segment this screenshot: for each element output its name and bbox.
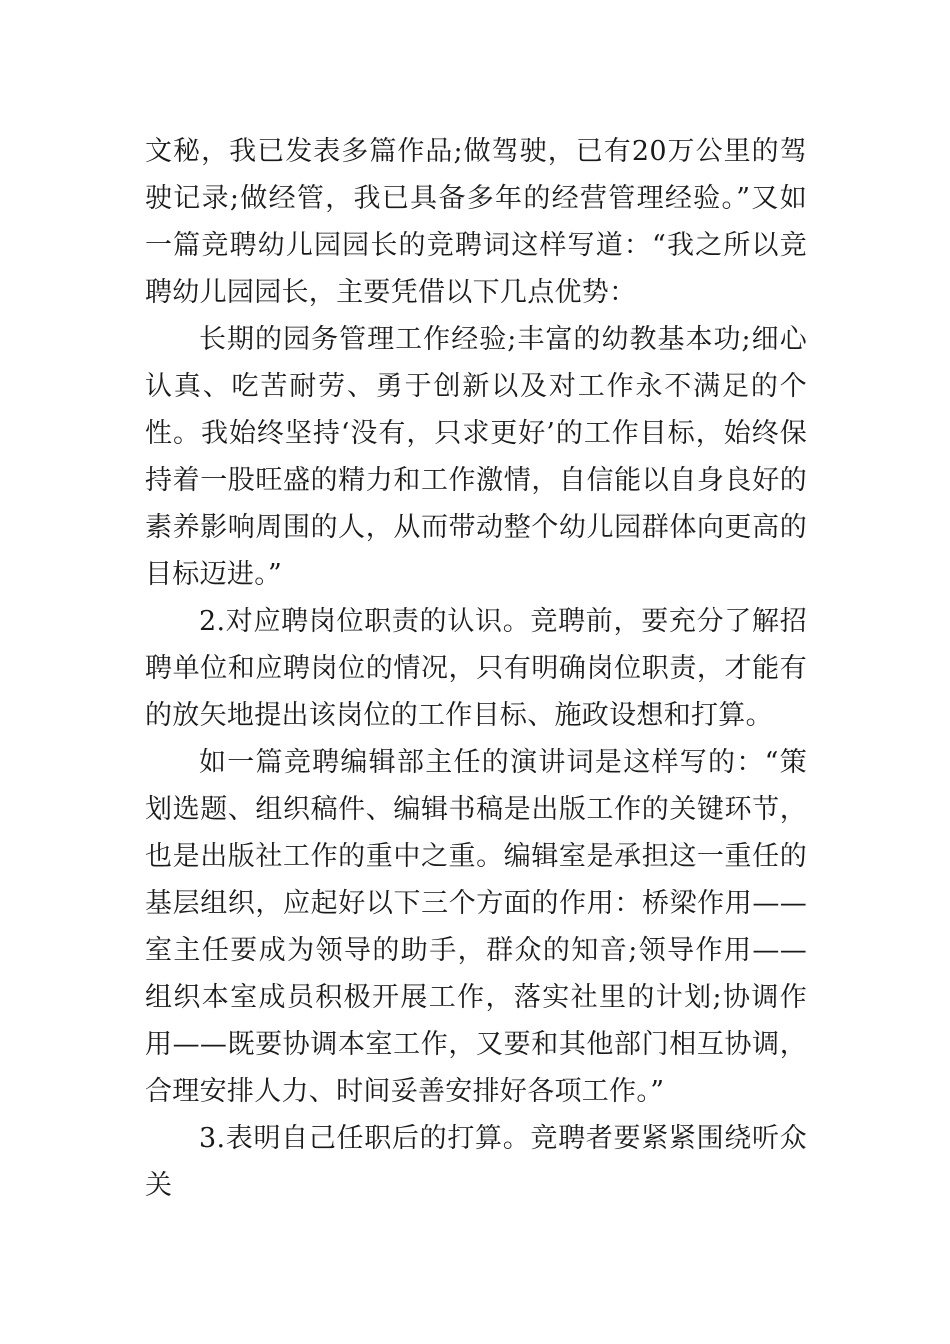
paragraph-advantages: 长期的园务管理工作经验;丰富的幼教基本功;细心认真、吃苦耐劳、勇于创新以及对工作永不满足的个性。我始终坚持‘没有，只求更好’的工作目标，始终保持着一股旺盛的精力和工作激情，自信能以自身良好的素养影响周围的人，从而带动整个幼儿园群体向更高的目标迈进。” [145, 324, 807, 590]
paragraph-point-3: 3.表明自己任职后的打算。竞聘者要紧紧围绕听众关 [145, 1123, 807, 1201]
paragraph-example: 如一篇竞聘编辑部主任的演讲词是这样写的：“策划选题、组织稿件、编辑书稿是出版工作的关键环节，也是出版社工作的重中之重。编辑室是承担这一重任的基层组织，应起好以下三个方面的作用：桥梁作用——室主任要成为领导的助手，群众的知音;领导作用——组织本室成员积极开展工作，落实社里的计划;协调作用——既要协调本室工作，又要和其他部门相互协调，合理安排人力、时间妥善安排好各项工作。” [145, 747, 807, 1107]
document-body [145, 128, 807, 1209]
paragraph-continuation: 文秘，我已发表多篇作品;做驾驶，已有20万公里的驾驶记录;做经管，我已具备多年的经营管理经验。”又如一篇竞聘幼儿园园长的竞聘词这样写道：“我之所以竞聘幼儿园园长，主要凭借以下几点优势： [145, 136, 807, 308]
paragraph-point-2: 2.对应聘岗位职责的认识。竞聘前，要充分了解招聘单位和应聘岗位的情况，只有明确岗位职责，才能有的放矢地提出该岗位的工作目标、施政设想和打算。 [145, 606, 807, 731]
